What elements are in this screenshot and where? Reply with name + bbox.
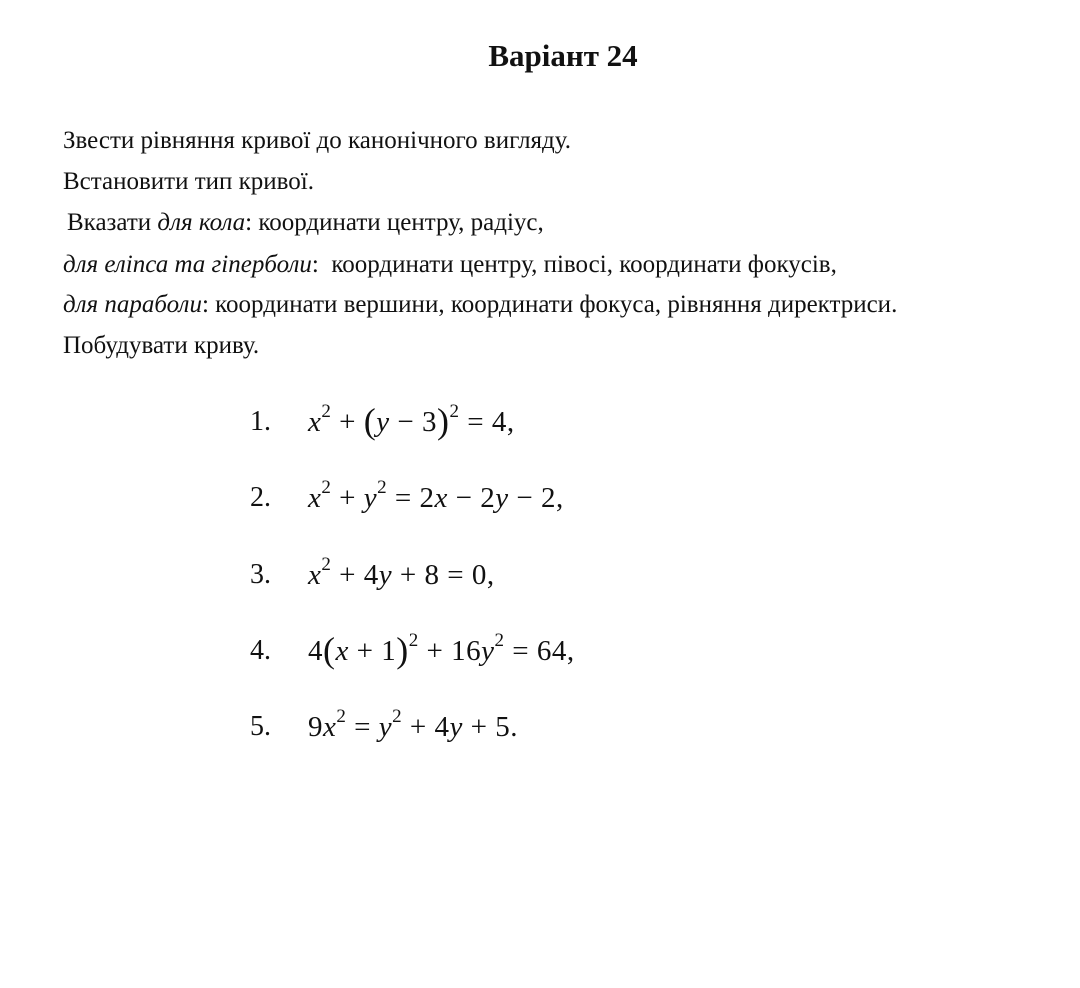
instruction-line-3-prefix: Вказати <box>67 209 158 236</box>
instruction-line-3 <box>67 208 544 238</box>
equation-3: $x^2 + 4y + 8 = 0$, <box>308 554 495 591</box>
instruction-line-1: Звести рівняння кривої до канонічного вигляду. <box>63 127 572 154</box>
equation-2: $x^2 + y^2 = 2x - 2y - 2$, <box>308 477 564 514</box>
equation-number: 1. <box>250 406 271 437</box>
equation-4: $4(x + 1)^2 + 16y^2 = 64$, <box>308 630 575 670</box>
instruction-line-4 <box>63 250 837 280</box>
instruction-line-4-rest: : координати центру, півосі, координати фокусів, <box>311 251 837 278</box>
instruction-line-5-italic: для параболи <box>63 291 202 318</box>
instruction-line-4-italic: для еліпса та гіперболи <box>63 251 312 278</box>
instruction-line-6: Побудувати криву. <box>63 332 260 359</box>
equation-number: 4. <box>250 635 271 666</box>
instruction-line-2: Встановити тип кривої. <box>63 168 315 195</box>
equation-5: $9x^2 = y^2 + 4y + 5$. <box>308 706 518 743</box>
equation-number: 5. <box>250 711 271 742</box>
equation-number: 3. <box>250 559 271 590</box>
instruction-line-3-rest: : координати центру, радіус, <box>245 209 544 236</box>
page-title: Варіант 24 <box>488 38 638 73</box>
equation-number: 2. <box>250 482 271 513</box>
equation-1: $x^2 + (y - 3)^2 = 4$, <box>308 401 515 441</box>
instruction-line-5-rest: : координати вершини, координати фокуса, рівняння директриси. <box>201 291 898 318</box>
instruction-line-5 <box>63 290 897 320</box>
instruction-line-3-italic: для кола <box>157 209 246 236</box>
